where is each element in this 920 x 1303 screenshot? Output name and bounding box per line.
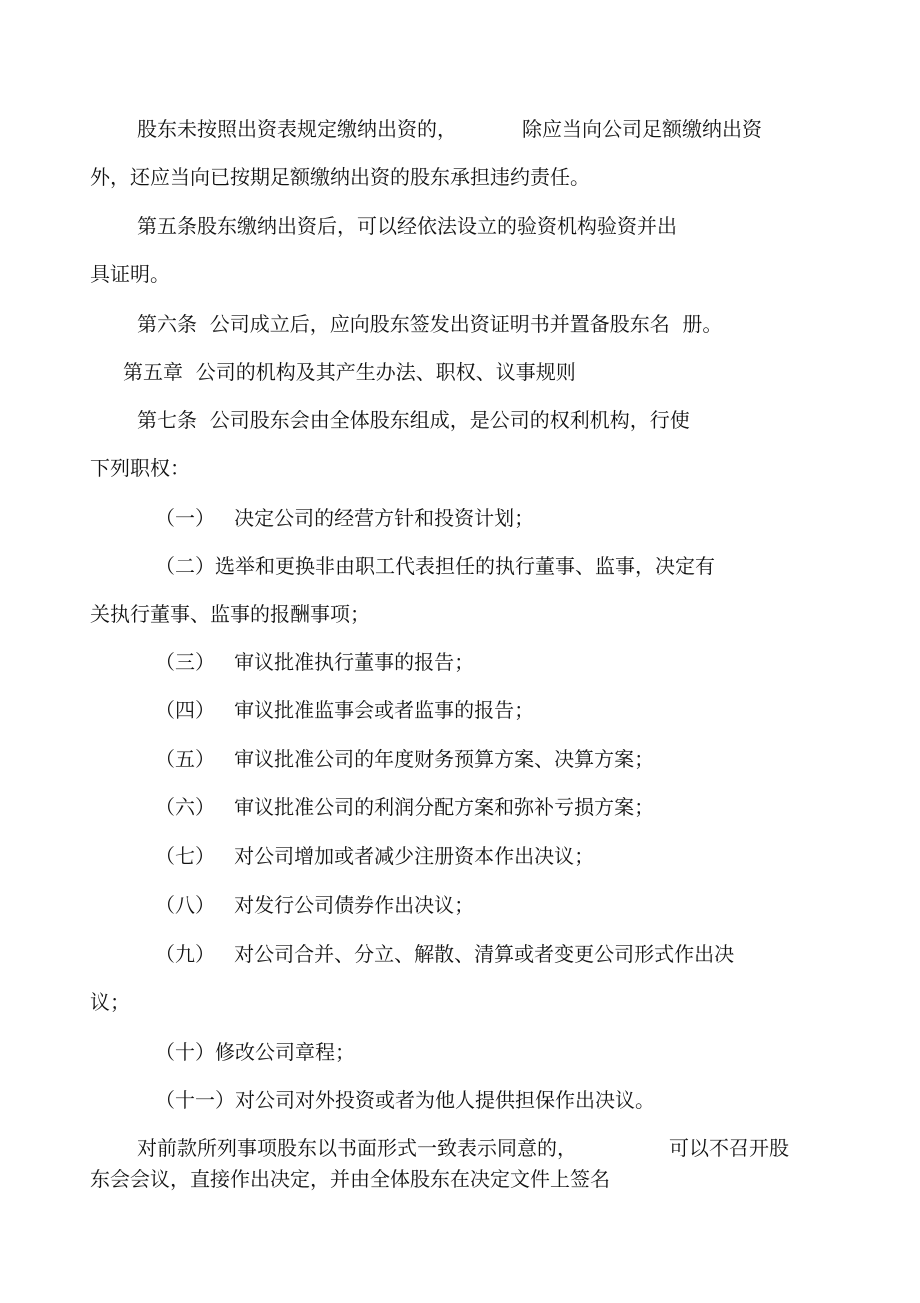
text-line: 第五条股东缴纳出资后，可以经依法设立的验资机构验资并出 xyxy=(137,214,677,238)
list-item: （十）修改公司章程； xyxy=(155,1040,355,1064)
text-line: 第六条 公司成立后，应向股东签发出资证明书并置备股东名 册。 xyxy=(137,312,723,336)
text-line: 股东未按照出资表规定缴纳出资的， xyxy=(137,117,457,141)
list-item: （五） 审议批准公司的年度财务预算方案、决算方案； xyxy=(155,747,655,771)
text-line: 下列职权： xyxy=(90,456,190,480)
text-line: 具证明。 xyxy=(90,262,170,286)
text-line: 除应当向公司足额缴纳出资 xyxy=(522,117,762,141)
list-item: （三） 审议批准执行董事的报告； xyxy=(155,650,475,674)
chapter-heading: 第五章 公司的机构及其产生办法、职权、议事规则 xyxy=(123,360,576,384)
list-item: （九） 对公司合并、分立、解散、清算或者变更公司形式作出决 xyxy=(155,942,735,966)
list-item: （八） 对发行公司债券作出决议； xyxy=(155,893,475,917)
text-line: 对前款所列事项股东以书面形式一致表示同意的， xyxy=(137,1136,577,1160)
list-item: （四） 审议批准监事会或者监事的报告； xyxy=(155,698,535,722)
list-item: （一） 决定公司的经营方针和投资计划； xyxy=(155,506,535,530)
text-line: 可以不召开股 xyxy=(669,1136,789,1160)
list-item: （六） 审议批准公司的利润分配方案和弥补亏损方案； xyxy=(155,795,655,819)
list-item: （十一）对公司对外投资或者为他人提供担保作出决议。 xyxy=(155,1088,655,1112)
text-line: 东会会议，直接作出决定，并由全体股东在决定文件上签名 xyxy=(90,1167,610,1191)
text-line: 第七条 公司股东会由全体股东组成，是公司的权利机构，行使 xyxy=(137,408,690,432)
text-line: 外，还应当向已按期足额缴纳出资的股东承担违约责任。 xyxy=(90,165,590,189)
text-line: 关执行董事、监事的报酬事项； xyxy=(90,602,370,626)
list-item: （二）选举和更换非由职工代表担任的执行董事、监事，决定有 xyxy=(155,554,715,578)
text-line: 议； xyxy=(90,990,130,1014)
list-item: （七） 对公司增加或者减少注册资本作出决议； xyxy=(155,844,595,868)
